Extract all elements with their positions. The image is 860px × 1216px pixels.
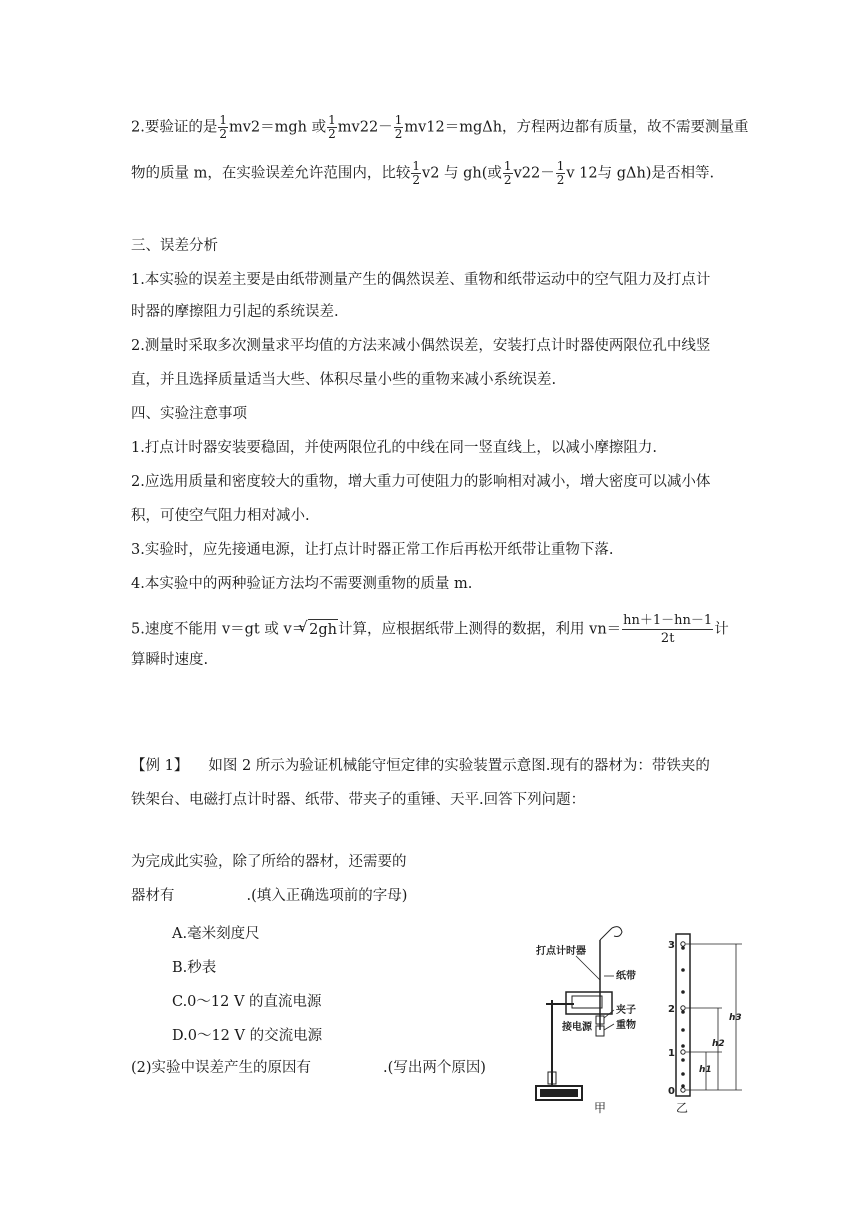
example-tag: 【例 1】 (131, 758, 189, 774)
fraction-denominator: 2 (503, 173, 512, 187)
leader-weight (604, 1024, 614, 1030)
label-h2: h2 (712, 1039, 725, 1049)
section-4-title: 四、实验注意事项 (131, 406, 247, 422)
subq2-line (131, 1058, 486, 1078)
sec4-p2-line1: 2.应选用质量和密度较大的重物，增大重力可使阻力的影响相对减小，增大密度可以减小体 (131, 474, 711, 490)
text: 计 (714, 621, 729, 638)
sec3-p2-line1: 2.测量时采取多次测量求平均值的方法来减小偶然误差，安装打点计时器使两限位孔中线竖 (131, 338, 711, 354)
fraction-half (218, 114, 228, 141)
sec4-p2-line2: 积，可使空气阻力相对减小. (131, 508, 310, 524)
sec4-p3: 3.实验时，应先接通电源，让打点计时器正常工作后再松开纸带让重物下落. (131, 542, 614, 558)
apparatus-jia (535, 927, 636, 1115)
fraction-numerator: 1 (412, 159, 420, 173)
sec4-p4: 4.本实验中的两种验证方法均不需要测重物的质量 m. (131, 576, 473, 592)
point-0 (681, 1088, 685, 1092)
tape-dot (681, 968, 685, 972)
hand-outline-icon (612, 927, 622, 937)
text: (2)实验中误差产生的原因有 (131, 1060, 312, 1076)
sec4-p1: 1.打点计时器安装要稳固，并使两限位孔的中线在同一竖直线上，以减小摩擦阻力. (131, 440, 657, 456)
label-h3: h3 (729, 1013, 742, 1023)
sqrt-expression: √ 2gh (308, 619, 338, 640)
text: 2.要验证的是 (131, 119, 218, 136)
fraction-half (394, 114, 404, 141)
label-yi: 乙 (676, 1101, 689, 1115)
label-jia: 甲 (594, 1101, 607, 1115)
option-b: B.秒表 (172, 960, 217, 976)
tick-2: 2 (668, 1004, 675, 1015)
text: .(写出两个原因) (383, 1060, 486, 1076)
fraction-numerator: 1 (503, 159, 512, 173)
option-c: C.0～12 V 的直流电源 (172, 994, 322, 1010)
fraction-denominator: 2 (394, 127, 403, 141)
point-3 (681, 942, 685, 946)
example-line2: 铁架台、电磁打点计时器、纸带、带夹子的重锤、天平.回答下列问题： (131, 792, 586, 808)
tape-strip (676, 934, 690, 1096)
fraction-denominator: 2 (219, 127, 227, 141)
tape-dot (681, 1084, 685, 1088)
tape-dot (681, 1044, 685, 1048)
sec4-p5-line2: 算瞬时速度. (131, 652, 209, 668)
text: .(填入正确选项前的字母) (246, 888, 408, 904)
para2-line1 (131, 114, 749, 141)
sec4-p5-line1 (131, 612, 729, 647)
fraction-numerator: hn＋1－hn－1 (623, 613, 713, 628)
section-3-title: 三、误差分析 (131, 238, 218, 254)
option-a: A.毫米刻度尺 (172, 926, 260, 942)
point-1 (681, 1050, 685, 1054)
text: 物的质量 m，在实验误差允许范围内，比较 (131, 165, 411, 182)
text: mv22－ (337, 119, 393, 136)
fraction-half (503, 160, 513, 187)
fraction-denominator: 2 (412, 173, 420, 187)
fraction-half (327, 114, 337, 141)
apparatus-figure (516, 920, 766, 1120)
velocity-fraction (622, 612, 713, 647)
sec3-p1-line2: 时器的摩擦阻力引起的系统误差. (131, 304, 339, 320)
sec3-p1-line1: 1.本实验的误差主要是由纸带测量产生的偶然误差、重物和纸带运动中的空气阻力及打点计 (131, 272, 711, 288)
example-line1 (131, 756, 710, 776)
fraction-denominator: 2 (328, 127, 336, 141)
text: mv2＝mgh 或 (228, 119, 327, 136)
tape-dot (681, 1028, 685, 1032)
text: v22－ (513, 165, 555, 182)
subq1-line2 (131, 886, 407, 906)
tick-0: 0 (668, 1086, 675, 1097)
tick-1: 1 (668, 1048, 675, 1059)
point-2 (681, 1006, 685, 1010)
timer-inner (572, 996, 602, 1008)
label-power: 接电源 (562, 1022, 592, 1033)
tape-dot (681, 946, 685, 950)
text: 计算，应根据纸带上测得的数据，利用 vn＝ (338, 621, 622, 638)
label-h1: h1 (699, 1065, 712, 1075)
subq1-line1: 为完成此实验，除了所给的器材，还需要的 (131, 854, 407, 870)
sec3-p2-line2: 直，并且选择质量适当大些、体积尽量小些的重物来减小系统误差. (131, 372, 557, 388)
label-tape: 纸带 (616, 971, 636, 982)
text: v 12与 gΔh)是否相等. (566, 165, 715, 182)
text: mv12＝mgΔh，方程两边都有质量，故不需要测量重 (404, 119, 749, 136)
option-d: D.0～12 V 的交流电源 (172, 1028, 323, 1044)
fraction-numerator: 1 (219, 113, 227, 127)
label-timer: 打点计时器 (536, 946, 586, 957)
tape-yi (668, 934, 742, 1115)
tape-dot (681, 1010, 685, 1014)
para2-line2 (131, 160, 714, 187)
text: v2 与 gh(或 (422, 165, 502, 182)
fraction-denominator: 2t (660, 631, 675, 646)
hand-icon (600, 928, 612, 940)
tape-dot (681, 1058, 685, 1062)
fraction-denominator: 2 (556, 173, 565, 187)
tape-dot (681, 990, 685, 994)
fraction-half (411, 160, 421, 187)
text: 器材有 (131, 888, 175, 904)
fraction-numerator: 1 (556, 159, 565, 173)
leader-timer (576, 956, 600, 980)
fraction-numerator: 1 (328, 113, 336, 127)
tick-3: 3 (668, 940, 675, 951)
text: 5.速度不能用 v＝gt 或 v＝ (131, 621, 307, 638)
label-clip: 夹子 (616, 1005, 636, 1016)
fraction-numerator: 1 (394, 113, 403, 127)
tape-dot (681, 1072, 685, 1076)
stand-base-fill (540, 1089, 578, 1097)
text: 如图 2 所示为验证机械能守恒定律的实验装置示意图.现有的器材为：带铁夹的 (208, 758, 710, 774)
fraction-half (556, 160, 566, 187)
label-weight: 重物 (616, 1020, 636, 1031)
